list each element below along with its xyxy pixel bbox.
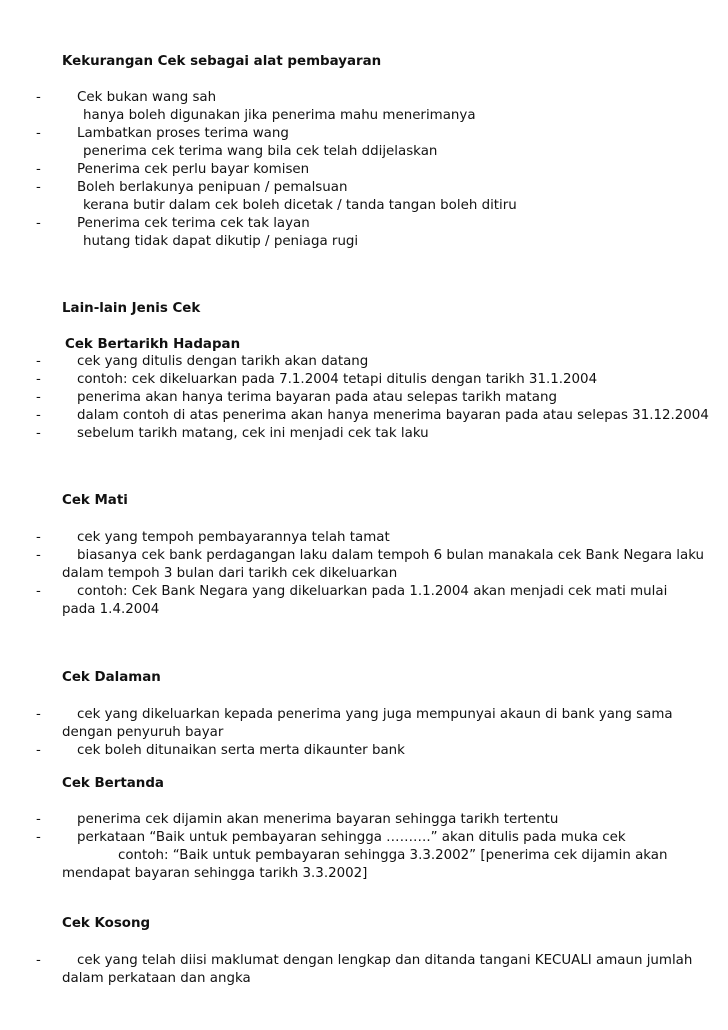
bullet-dash: -	[36, 812, 41, 827]
bullet-dash: -	[36, 830, 41, 845]
hadapan-item: penerima akan hanya terima bayaran pada atau selepas tarikh matang	[77, 390, 558, 405]
bullet-dash: -	[36, 390, 41, 405]
heading-cek-dalaman: Cek Dalaman	[62, 670, 161, 685]
hadapan-item: cek yang ditulis dengan tarikh akan datang	[77, 354, 369, 369]
bullet-dash: -	[36, 743, 41, 758]
heading-cek-bertanda: Cek Bertanda	[62, 776, 164, 791]
bullet-dash: -	[36, 216, 41, 231]
kekurangan-item: Penerima cek perlu bayar komisen	[77, 162, 310, 177]
heading-cek-kosong: Cek Kosong	[62, 916, 151, 931]
kosong-item-continuation: dalam perkataan dan angka	[62, 971, 251, 986]
mati-item: biasanya cek bank perdagangan laku dalam tempoh 6 bulan manakala cek Bank Negara laku	[77, 548, 705, 563]
bullet-dash: -	[36, 584, 41, 599]
bullet-dash: -	[36, 530, 41, 545]
kekurangan-item: Penerima cek terima cek tak layan	[77, 216, 310, 231]
bullet-dash: -	[36, 707, 41, 722]
kekurangan-subitem: hutang tidak dapat dikutip / peniaga rugi	[83, 234, 359, 249]
dalaman-item-continuation: dengan penyuruh bayar	[62, 725, 224, 740]
kekurangan-item: Lambatkan proses terima wang	[77, 126, 289, 141]
bullet-dash: -	[36, 354, 41, 369]
bullet-dash: -	[36, 372, 41, 387]
kekurangan-subitem: penerima cek terima wang bila cek telah ddijelaskan	[83, 144, 438, 159]
heading-kekurangan: Kekurangan Cek sebagai alat pembayaran	[62, 54, 382, 69]
kekurangan-item: Boleh berlakunya penipuan / pemalsuan	[77, 180, 348, 195]
heading-cek-bertarikh-hadapan: Cek Bertarikh Hadapan	[65, 337, 241, 352]
hadapan-item: dalam contoh di atas penerima akan hanya menerima bayaran pada atau selepas 31.12.2004	[77, 408, 709, 423]
heading-lain-lain: Lain-lain Jenis Cek	[62, 301, 201, 316]
kekurangan-subitem: kerana butir dalam cek boleh dicetak / tanda tangan boleh ditiru	[83, 198, 517, 213]
bullet-dash: -	[36, 548, 41, 563]
bullet-dash: -	[36, 953, 41, 968]
bullet-dash: -	[36, 426, 41, 441]
bullet-dash: -	[36, 90, 41, 105]
heading-cek-mati: Cek Mati	[62, 493, 128, 508]
bertanda-example-continuation: mendapat bayaran sehingga tarikh 3.3.2002]	[62, 866, 368, 881]
mati-item: contoh: Cek Bank Negara yang dikeluarkan pada 1.1.2004 akan menjadi cek mati mulai	[77, 584, 668, 599]
hadapan-item: sebelum tarikh matang, cek ini menjadi cek tak laku	[77, 426, 429, 441]
bertanda-item: penerima cek dijamin akan menerima bayaran sehingga tarikh tertentu	[77, 812, 559, 827]
bullet-dash: -	[36, 162, 41, 177]
bullet-dash: -	[36, 408, 41, 423]
hadapan-item: contoh: cek dikeluarkan pada 7.1.2004 tetapi ditulis dengan tarikh 31.1.2004	[77, 372, 598, 387]
bullet-dash: -	[36, 180, 41, 195]
kosong-item: cek yang telah diisi maklumat dengan lengkap dan ditanda tangani KECUALI amaun jumlah	[77, 953, 693, 968]
bertanda-example: contoh: “Baik untuk pembayaran sehingga 3.3.2002” [penerima cek dijamin akan	[118, 848, 668, 863]
dalaman-item: cek yang dikeluarkan kepada penerima yang juga mempunyai akaun di bank yang sama	[77, 707, 673, 722]
dalaman-item: cek boleh ditunaikan serta merta dikaunter bank	[77, 743, 405, 758]
bullet-dash: -	[36, 126, 41, 141]
mati-item: cek yang tempoh pembayarannya telah tamat	[77, 530, 390, 545]
kekurangan-subitem: hanya boleh digunakan jika penerima mahu menerimanya	[83, 108, 476, 123]
bertanda-item: perkataan “Baik untuk pembayaran sehingga ……….” akan ditulis pada muka cek	[77, 830, 626, 845]
mati-item-continuation: pada 1.4.2004	[62, 602, 160, 617]
mati-item-continuation: dalam tempoh 3 bulan dari tarikh cek dikeluarkan	[62, 566, 398, 581]
kekurangan-item: Cek bukan wang sah	[77, 90, 217, 105]
